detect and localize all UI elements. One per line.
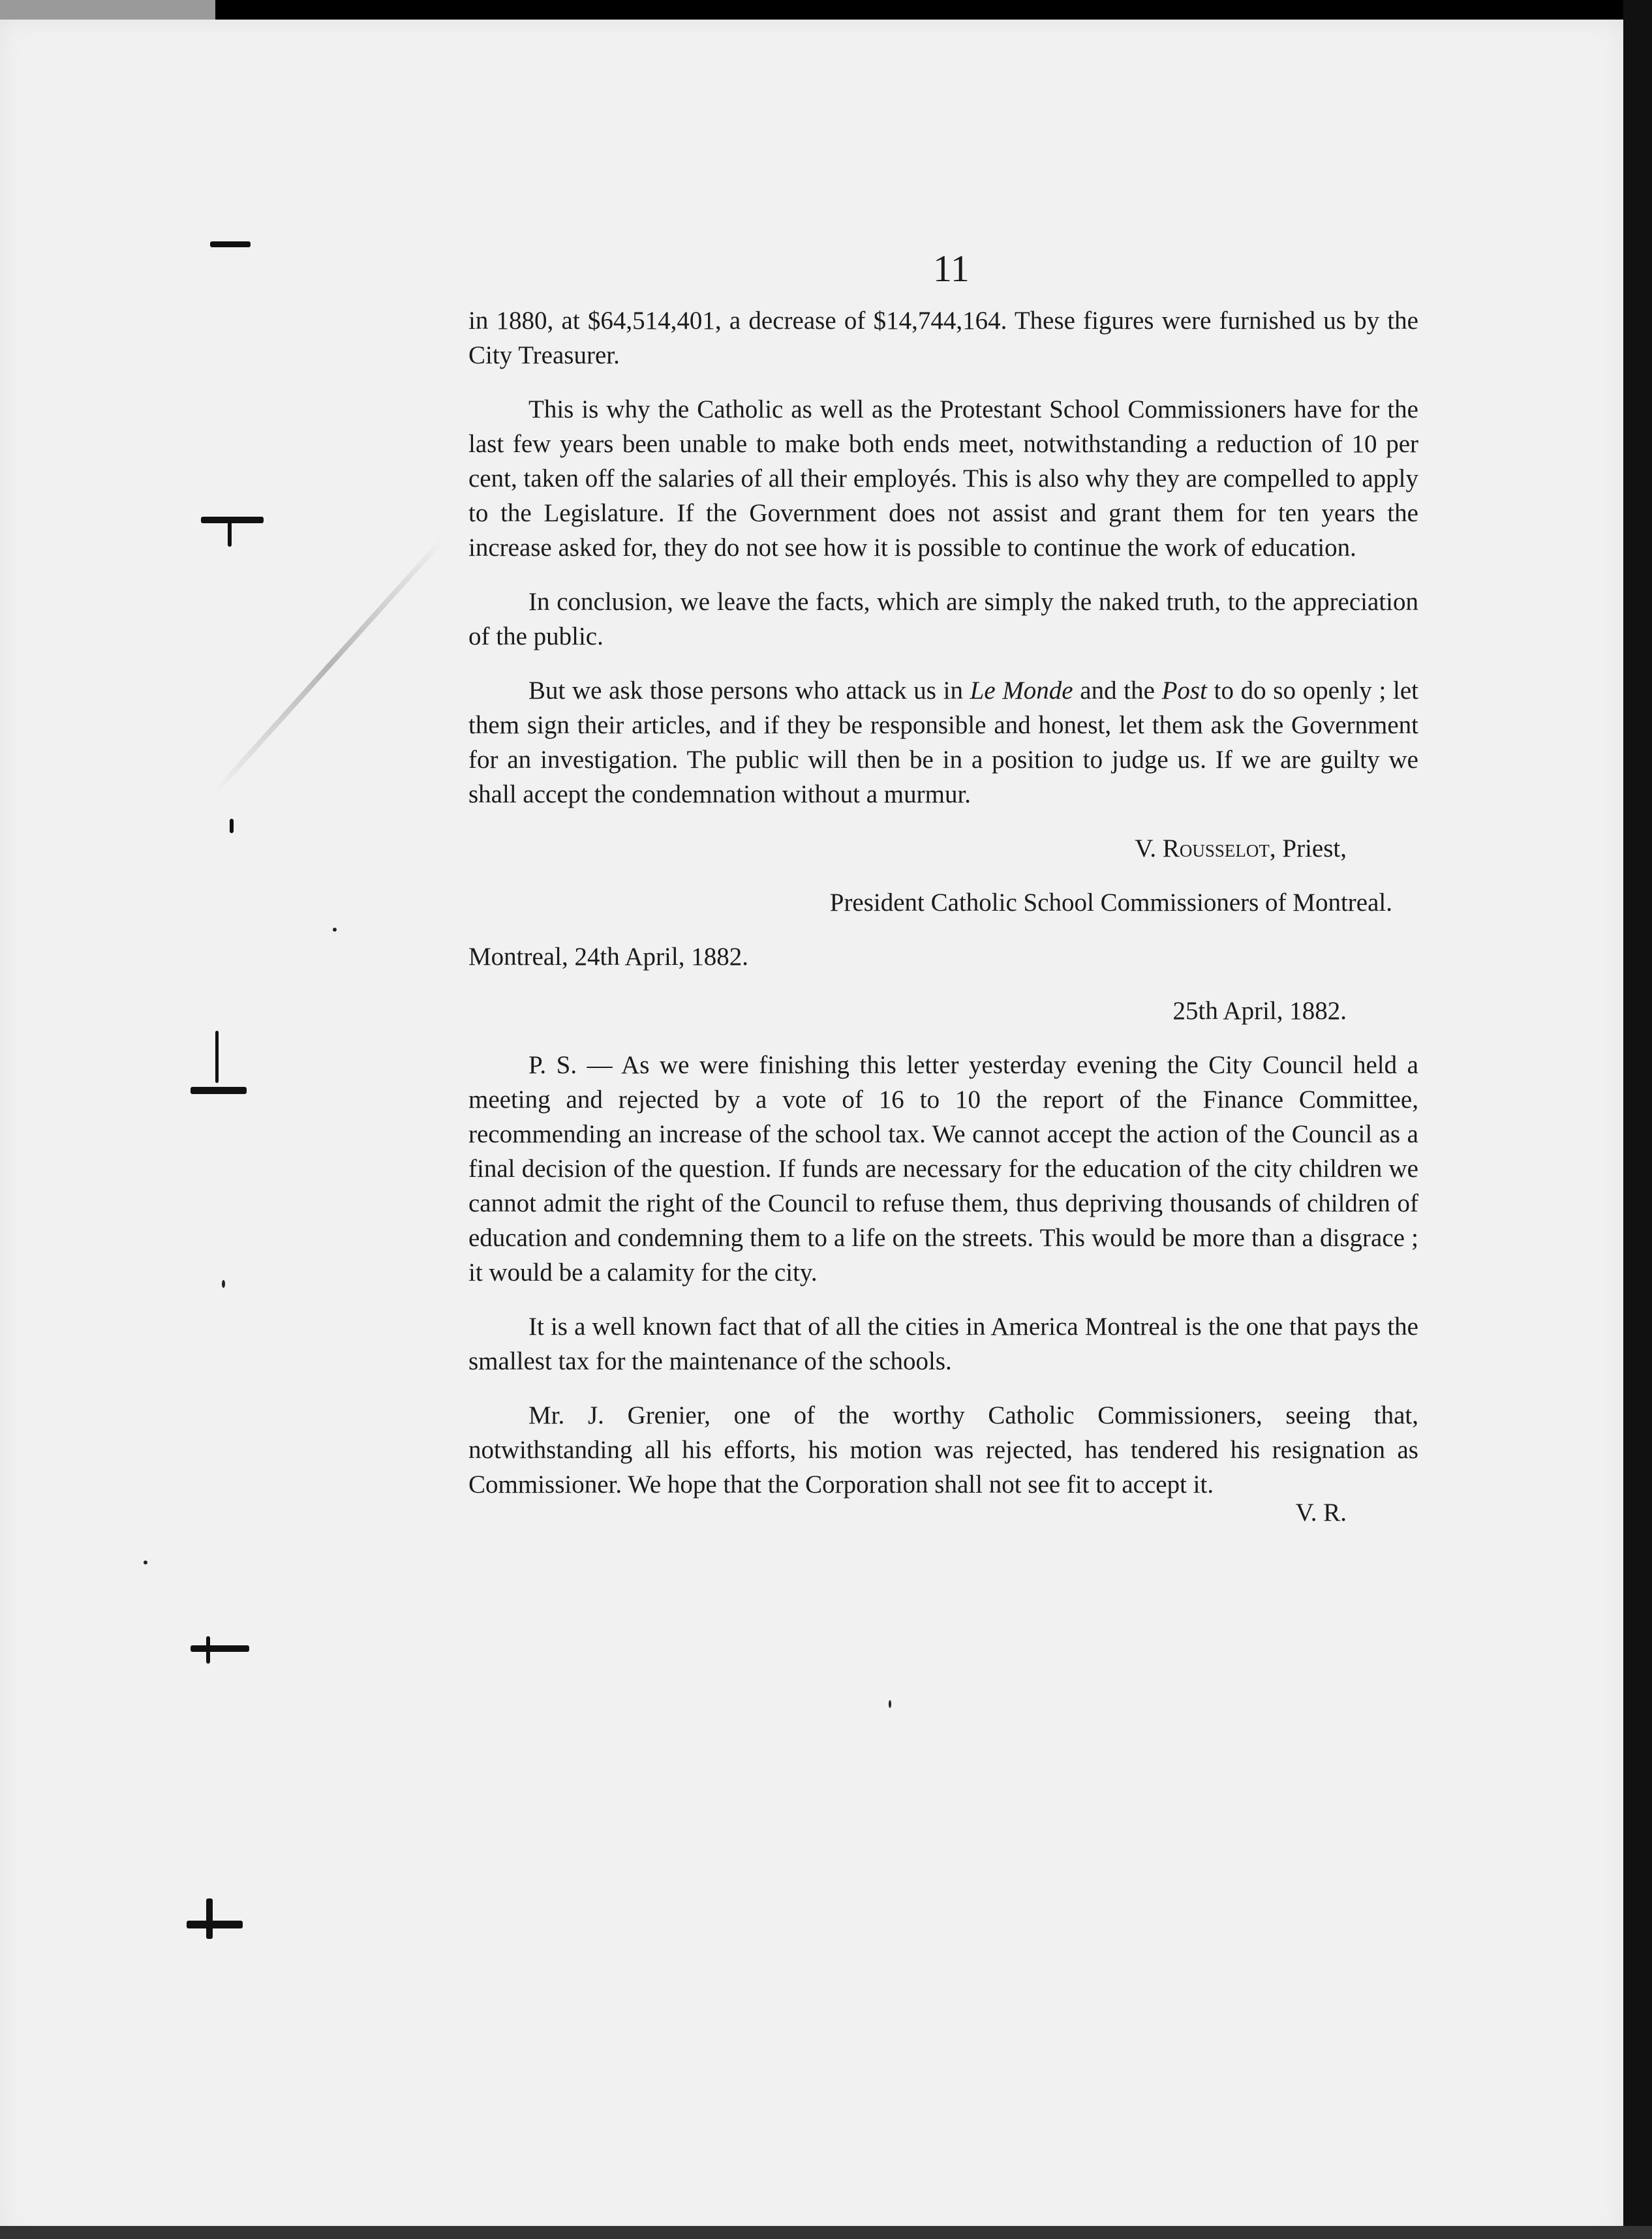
scan-fleck [889, 1700, 891, 1708]
binding-mark [206, 1898, 213, 1939]
scan-fleck [144, 1561, 147, 1564]
binding-mark [215, 1031, 219, 1083]
paragraph: In conclusion, we leave the facts, which are simply the naked truth, to the appreciation of the public. [468, 588, 1418, 650]
binding-mark [191, 1645, 249, 1652]
binding-mark [206, 1636, 210, 1664]
paragraph-text: and the [1073, 677, 1162, 705]
paragraph: in 1880, at $64,514,401, a decrease of $14,744,164. These figures were furnished us by the City Treasurer. [468, 307, 1418, 369]
binding-mark [228, 521, 232, 547]
binding-mark [191, 1087, 247, 1094]
signature-title: President Catholic School Commissioners of Montreal. [829, 889, 1392, 917]
postscript-paragraph: Mr. J. Grenier, one of the worthy Catholic Commissioners, seeing that, notwithstanding all his efforts, his motion was rejected, has tendered his resignation as Commissioner. We hope that the Corporation shall not see fit to accept it. [468, 1401, 1418, 1499]
paragraph [468, 673, 1418, 812]
paragraph-text: But we ask those persons who attack us in [528, 677, 970, 705]
binding-mark [201, 517, 264, 523]
newspaper-name: Le Monde [970, 677, 1073, 705]
scan-fleck [222, 1280, 225, 1288]
postscript-date: 25th April, 1882. [1172, 997, 1347, 1025]
document-body [468, 303, 1418, 1549]
scan-edge-right [1623, 0, 1652, 2239]
binding-mark [210, 241, 251, 247]
signature-place-date: Montreal, 24th April, 1882. [468, 943, 748, 971]
binding-mark [187, 1921, 243, 1928]
signature-name [468, 831, 1418, 866]
scan-fleck [333, 928, 337, 932]
postscript-paragraph: P. S. — As we were finishing this letter yesterday evening the City Council held a meeting and rejected by a vote of 16 to 10 the report of the Finance Committee, recommending an increase of the school tax. We cannot accept the action of the Council as a final decision of the question. If funds are necessary for the education of the city children we cannot admit the right of the Council to refuse them, thus depriving thousands of children of education and condemning them to a life on the streets. This would be more than a disgrace ; it would be a calamity for the city. [468, 1051, 1418, 1287]
page-number: 11 [933, 247, 970, 290]
paragraph-text: to do so openly ; let them sign their articles, and if they be responsible and honest, let them ask the Government for an investigation. The public will then be in a position to judge us. If we are guilty we shall accept the condemnation without a murmur. [468, 677, 1418, 808]
scan-edge-top [0, 0, 215, 21]
signature-initial: V. [1135, 834, 1163, 862]
paragraph: This is why the Catholic as well as the Protestant School Commissioners have for the last few years been unable to make both ends meet, notwithstanding a reduction of 10 per cent, taken off the salaries of all their employés. This is also why they are compelled to apply to the Legislature. If the Government does not assist and grant them for ten years the increase asked for, they do not see how it is possible to continue the work of education. [468, 395, 1418, 562]
signature-role: , Priest, [1269, 834, 1347, 862]
binding-mark [230, 819, 234, 833]
postscript-paragraph: It is a well known fact that of all the cities in America Montreal is the one that pays the smallest tax for the maintenance of the schools. [468, 1313, 1418, 1375]
newspaper-name: Post [1161, 677, 1207, 705]
postscript-initials: V. R. [1295, 1499, 1347, 1527]
signature-surname: Rousselot [1162, 834, 1270, 862]
scan-edge-bottom [0, 2226, 1652, 2239]
